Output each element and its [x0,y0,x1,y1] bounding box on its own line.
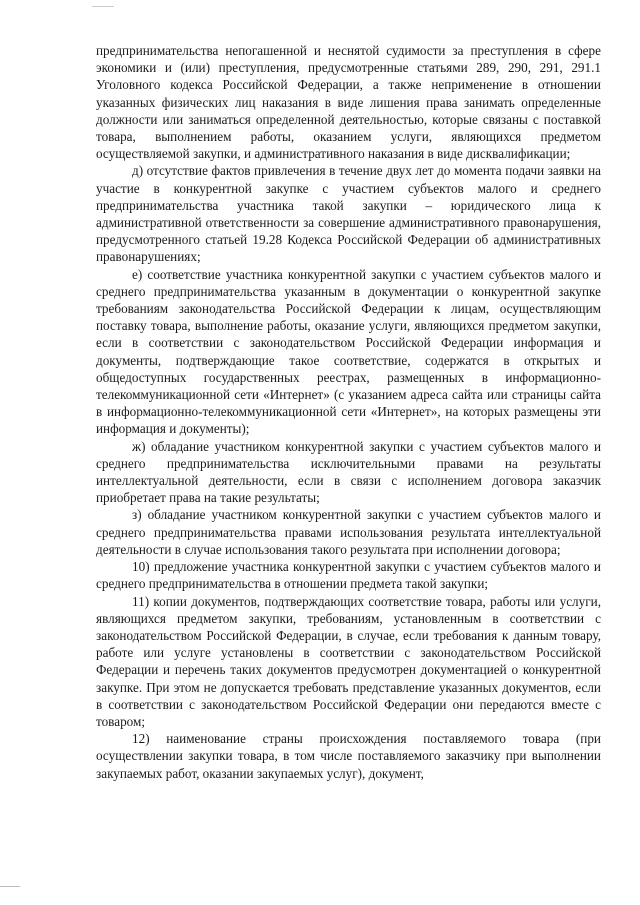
paragraph-continuation: предпринимательства непогашенной и неснятой судимости за преступления в сфере экономики и (или) преступления, предусмотренные статьями 289, 290, 291, 291.1 Уголовного кодекса Российской Федерации, а также неприменение в отношении указанных физических лиц наказания в виде лишения права занимать определенные должности или заниматься определенной деятельностью, которые связаны с поставкой товара, выполнением работы, оказанием услуги, являющихся предметом осуществляемой закупки, и административного наказания в виде дисквалификации; [96,43,601,162]
scan-mark-top [92,6,114,7]
paragraph-e: е) соответствие участника конкурентной закупки с участием субъектов малого и среднего предпринимательства указанным в документации о конкурентной закупке требованиям законодательства Российской Федерации к лицам, осуществляющим поставку товара, выполнение работы, оказание услуги, являющихся предметом закупки, если в соответствии с законодательством Российской Федерации информация и документы, подтверждающие такое соответствие, содержатся в открытых и общедоступных государственных реестрах, размещенных в информационно-телекоммуникационной сети «Интернет» (с указанием адреса сайта или страницы сайта в информационно-телекоммуникационной сети «Интернет», на которых размещены эти информация и документы); [96,266,601,437]
paragraph-12: 12) наименование страны происхождения поставляемого товара (при осуществлении закупки товара, в том числе поставляемого заказчику при выполнении закупаемых работ, оказании закупаемых услуг), документ, [96,731,601,781]
paragraph-11: 11) копии документов, подтверждающих соответствие товара, работы или услуги, являющихся предметом закупки, требованиям, установленным в соответствии с законодательством Российской Федерации, в случае, если требования к данным товару, работе или услуге установлены в соответствии с законодательством Российской Федерации и перечень таких документов предусмотрен документацией о конкурентной закупке. При этом не допускается требовать представление указанных документов, если в соответствии с законодательством Российской Федерации они передаются вместе с товаром; [96,593,601,729]
paragraph-d: д) отсутствие фактов привлечения в течение двух лет до момента подачи заявки на участие в конкурентной закупке с участием субъектов малого и среднего предпринимательства участника такой закупки – юридического лица к административной ответственности за совершение административного правонарушения, предусмотренного статьей 19.28 Кодекса Российской Федерации об административных правонарушениях; [96,163,601,265]
scan-mark-bottom [0,886,20,887]
paragraph-z: з) обладание участником конкурентной закупки с участием субъектов малого и среднего предпринимательства правами использования результата интеллектуальной деятельности в случае использования такого результата при исполнении договора; [96,507,601,557]
paragraph-10: 10) предложение участника конкурентной закупки с участием субъектов малого и среднего предпринимательства в отношении предмета такой закупки; [96,559,601,592]
document-body [96,42,601,782]
paragraph-zh: ж) обладание участником конкурентной закупки с участием субъектов малого и среднего предпринимательства исключительными правами на результаты интеллектуальной деятельности, если в связи с исполнением договора заказчик приобретает права на такие результаты; [96,438,601,506]
